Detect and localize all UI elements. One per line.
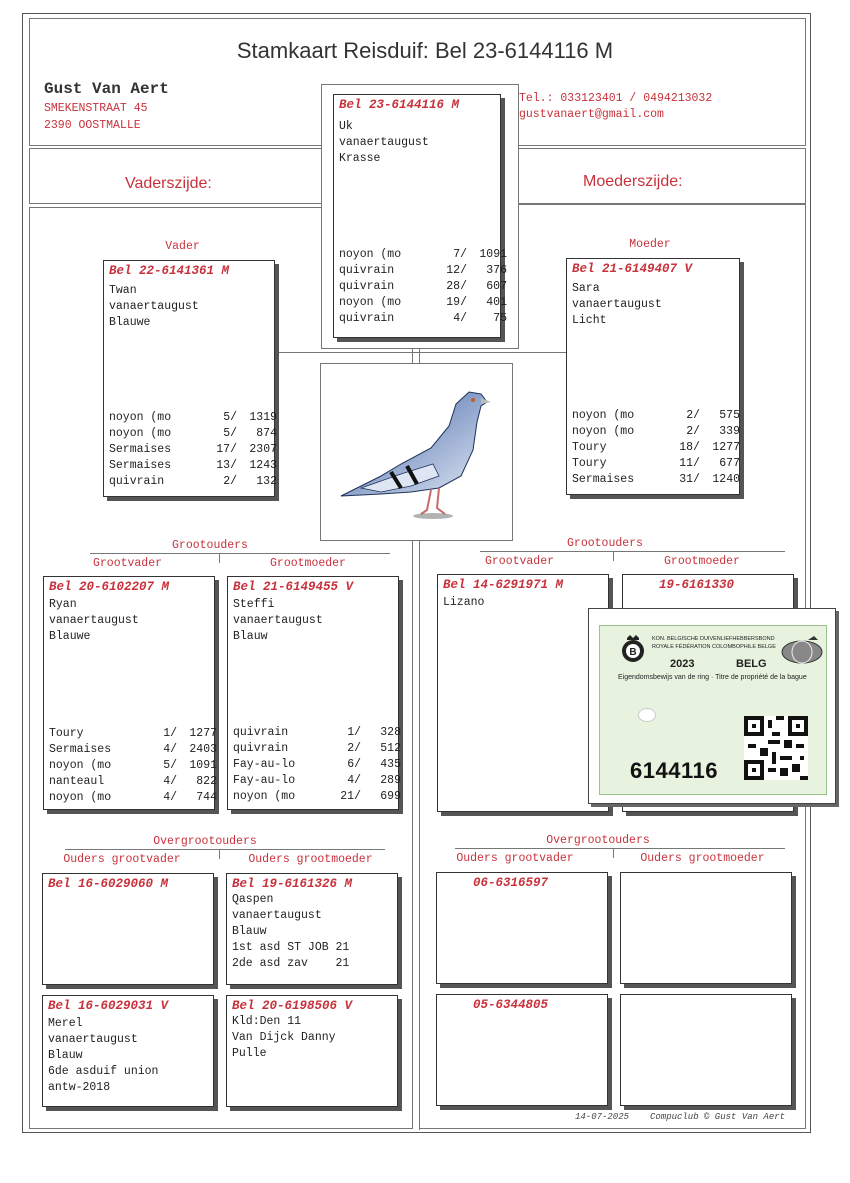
result-row: Sermaises 4/ 2403 xyxy=(49,743,217,756)
great-grandmother-ff-info: Merel vanaertaugust Blauw 6de asduif union antw-2018 xyxy=(48,1017,159,1094)
result-row: noyon (mo 5/ 1091 xyxy=(49,759,217,772)
father-ring-number: Bel 22-6141361 M xyxy=(109,264,230,278)
label-divider xyxy=(613,848,614,858)
grootvader-label-mother: Grootvader xyxy=(484,555,554,568)
punch-hole xyxy=(638,708,656,722)
great-grandmother-mf-ring-number: 05-6344805 xyxy=(473,998,549,1012)
ouders-grootmoeder-label-father: Ouders grootmoeder xyxy=(248,853,373,866)
result-row: Sermaises 13/ 1243 xyxy=(109,459,277,472)
owner-email: gustvanaert@gmail.com xyxy=(519,108,664,121)
qr-code-icon xyxy=(744,716,808,780)
great-grandmother-fm-card xyxy=(226,995,398,1107)
result-row: Sermaises 31/ 1240 xyxy=(572,473,740,486)
vader-label: Vader xyxy=(165,240,200,253)
grootouders-label-mother: Grootouders xyxy=(567,537,643,550)
great-grandfather-mm-card xyxy=(620,872,792,984)
connector-line xyxy=(419,540,420,1130)
result-row: noyon (mo 21/ 699 xyxy=(233,790,401,803)
pigeon-illustration xyxy=(321,364,512,540)
paternal-grandfather-card xyxy=(43,576,215,810)
certificate-year: 2023 xyxy=(670,658,695,670)
subject-info: Uk vanaertaugust Krasse xyxy=(339,120,429,165)
overgrootouders-label-mother: Overgrootouders xyxy=(546,834,650,847)
father-info: Twan vanaertaugust Blauwe xyxy=(109,284,199,329)
label-divider xyxy=(613,551,614,561)
paternal-grandfather-info: Ryan vanaertaugust Blauwe xyxy=(49,598,139,643)
grootmoeder-label-mother: Grootmoeder xyxy=(664,555,740,568)
certificate-org-fr: ROYALE FÉDÉRATION COLOMBOPHILE BELGE xyxy=(652,644,776,650)
result-row: Toury 1/ 1277 xyxy=(49,727,217,740)
label-divider xyxy=(219,553,220,563)
mother-card xyxy=(566,258,740,495)
great-grandmother-ff-ring-number: Bel 16-6029031 V xyxy=(48,999,169,1013)
ouders-grootmoeder-label-mother: Ouders grootmoeder xyxy=(640,852,765,865)
result-row: Fay-au-lo 4/ 289 xyxy=(233,774,401,787)
great-grandmother-fm-ring-number: Bel 20-6198506 V xyxy=(232,999,353,1013)
result-row: noyon (mo 5/ 1319 xyxy=(109,411,277,424)
globe-logo-icon xyxy=(780,636,824,664)
ouders-grootvader-label-mother: Ouders grootvader xyxy=(456,852,574,865)
federation-logo-icon xyxy=(620,634,646,664)
certificate-ring-number: 6144116 xyxy=(630,758,718,783)
owner-street: SMEKENSTRAAT 45 xyxy=(44,102,148,115)
mother-info: Sara vanaertaugust Licht xyxy=(572,282,662,327)
result-row: noyon (mo 4/ 744 xyxy=(49,791,217,804)
certificate-country: BELG xyxy=(736,658,767,670)
subject-card xyxy=(333,94,507,338)
paternal-grandmother-card xyxy=(227,576,399,810)
maternal-grandfather-info: Lizano xyxy=(443,596,485,609)
subject-results xyxy=(339,247,507,327)
result-row: Fay-au-lo 6/ 435 xyxy=(233,758,401,771)
footer-date: 14-07-2025 xyxy=(575,1112,630,1122)
maternal-grandmother-ring-number: 19-6161330 xyxy=(659,578,735,592)
great-grandfather-fm-card xyxy=(226,873,398,985)
owner-city: 2390 OOSTMALLE xyxy=(44,119,141,132)
label-divider xyxy=(219,849,220,859)
result-row: quivrain 1/ 328 xyxy=(233,726,401,739)
moeder-label: Moeder xyxy=(629,238,671,251)
result-row: noyon (mo 7/ 1091 xyxy=(339,248,507,261)
great-grandmother-ff-card xyxy=(42,995,214,1107)
pigeon-photo-frame xyxy=(320,363,513,541)
mother-ring-number: Bel 21-6149407 V xyxy=(572,262,693,276)
ouders-grootvader-label-father: Ouders grootvader xyxy=(63,853,181,866)
overgrootouders-label-father: Overgrootouders xyxy=(153,835,257,848)
great-grandmother-fm-info: Kld:Den 11 Van Dijck Danny Pulle xyxy=(232,1015,336,1060)
maternal-grandfather-ring-number: Bel 14-6291971 M xyxy=(443,578,564,592)
maternal-grandfather-card xyxy=(437,574,609,812)
great-grandfather-fm-info: Qaspen vanaertaugust Blauw 1st asd ST JOB 21 2de asd zav 21 xyxy=(232,893,350,970)
father-side-label: Vaderszijde: xyxy=(125,175,212,192)
connector-line xyxy=(276,352,566,353)
grootvader-label-father: Grootvader xyxy=(92,557,162,570)
paternal-grandfather-ring-number: Bel 20-6102207 M xyxy=(49,580,170,594)
great-grandmother-mf-card xyxy=(436,994,608,1106)
result-row: nanteaul 4/ 822 xyxy=(49,775,217,788)
result-row: noyon (mo 5/ 874 xyxy=(109,427,277,440)
great-grandfather-ff-card xyxy=(42,873,214,985)
great-grandfather-ff-ring-number: Bel 16-6029060 M xyxy=(48,877,169,891)
grootmoeder-label-father: Grootmoeder xyxy=(270,557,346,570)
label-underline xyxy=(65,849,385,850)
label-underline xyxy=(480,551,785,552)
owner-name: Gust Van Aert xyxy=(44,80,169,98)
result-row: Toury 18/ 1277 xyxy=(572,441,740,454)
certificate-org-nl: KON. BELGISCHE DUIVENLIEFHEBBERSBOND xyxy=(652,636,775,642)
grootouders-label-father: Grootouders xyxy=(172,539,248,552)
mother-side-label: Moederszijde: xyxy=(583,173,683,190)
great-grandfather-fm-ring-number: Bel 19-6161326 M xyxy=(232,877,353,891)
svg-text:B: B xyxy=(629,647,637,658)
label-underline xyxy=(90,553,390,554)
result-row: quivrain 2/ 132 xyxy=(109,475,277,488)
result-row: Sermaises 17/ 2307 xyxy=(109,443,277,456)
father-card xyxy=(103,260,275,497)
result-row: noyon (mo 2/ 575 xyxy=(572,409,740,422)
result-row: noyon (mo 19/ 401 xyxy=(339,296,507,309)
great-grandfather-mf-card xyxy=(436,872,608,984)
page-title: Stamkaart Reisduif: Bel 23-6144116 M xyxy=(236,38,614,63)
paternal-grandmother-ring-number: Bel 21-6149455 V xyxy=(233,580,354,594)
result-row: quivrain 2/ 512 xyxy=(233,742,401,755)
paternal-grandmother-results xyxy=(233,725,401,805)
paternal-grandfather-results xyxy=(49,726,217,806)
label-underline xyxy=(455,848,785,849)
result-row: quivrain 12/ 376 xyxy=(339,264,507,277)
result-row: quivrain 4/ 75 xyxy=(339,312,507,325)
paternal-grandmother-info: Steffi vanaertaugust Blauw xyxy=(233,598,323,643)
great-grandmother-mm-card xyxy=(620,994,792,1106)
father-results xyxy=(109,410,277,490)
owner-phone: Tel.: 033123401 / 0494213032 xyxy=(519,92,713,105)
mother-results xyxy=(572,408,740,488)
footer-credit: Compuclub © Gust Van Aert xyxy=(650,1112,786,1122)
result-row: quivrain 28/ 607 xyxy=(339,280,507,293)
subject-ring-number: Bel 23-6144116 M xyxy=(339,98,460,112)
great-grandfather-mf-ring-number: 06-6316597 xyxy=(473,876,549,890)
ring-certificate xyxy=(588,608,836,804)
certificate-description: Eigendomsbewijs van de ring · Titre de propriété de la bague xyxy=(618,674,807,681)
certificate-inner xyxy=(599,625,827,795)
result-row: noyon (mo 2/ 339 xyxy=(572,425,740,438)
result-row: Toury 11/ 677 xyxy=(572,457,740,470)
